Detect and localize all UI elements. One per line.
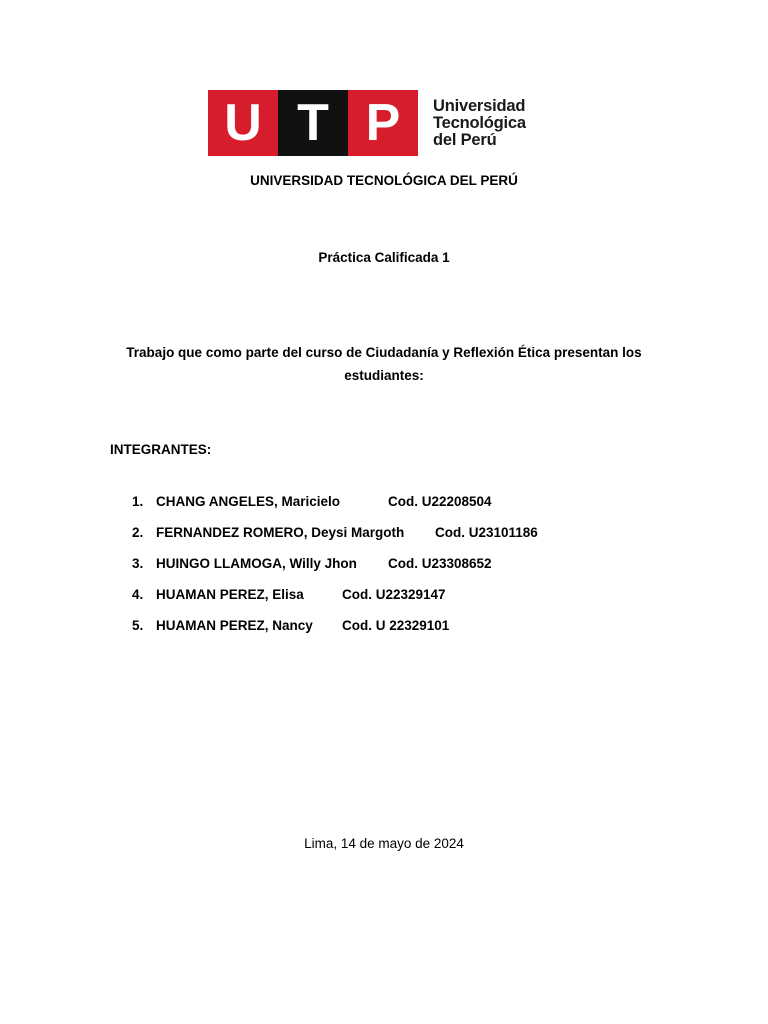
student-name: CHANG ANGELES, Maricielo bbox=[156, 494, 341, 509]
university-name: UNIVERSIDAD TECNOLÓGICA DEL PERÚ bbox=[250, 173, 518, 188]
student-name: HUAMAN PEREZ, Nancy bbox=[156, 618, 313, 633]
logo-wordmark bbox=[433, 98, 526, 149]
logo-letter-p: P bbox=[365, 94, 401, 152]
utp-logo-blocks bbox=[208, 90, 418, 156]
logo-text-line: del Perú bbox=[433, 131, 497, 149]
logo-block-p bbox=[348, 90, 418, 156]
integrantes-label: INTEGRANTES: bbox=[110, 442, 212, 457]
student-name: HUAMAN PEREZ, Elisa bbox=[156, 587, 304, 602]
item-number: 4. bbox=[132, 587, 144, 602]
logo-letter-u: U bbox=[224, 94, 262, 152]
student-code: Cod. U22208504 bbox=[388, 494, 492, 509]
student-name: HUINGO LLAMOGA, Willy Jhon bbox=[156, 556, 357, 571]
student-code: Cod. U22329147 bbox=[342, 587, 446, 602]
student-code: Cod. U23308652 bbox=[388, 556, 492, 571]
utp-logo bbox=[208, 90, 538, 156]
logo-block-u bbox=[208, 90, 278, 156]
item-number: 2. bbox=[132, 525, 144, 540]
student-code: Cod. U23101186 bbox=[435, 525, 538, 540]
logo-text-line: Universidad bbox=[433, 97, 526, 115]
student-code: Cod. U 22329101 bbox=[342, 618, 450, 633]
logo-block-t bbox=[278, 90, 348, 156]
logo-text-line: Tecnológica bbox=[433, 114, 526, 132]
assignment-title: Práctica Calificada 1 bbox=[318, 250, 450, 265]
place-date: Lima, 14 de mayo de 2024 bbox=[304, 836, 464, 851]
student-name: FERNANDEZ ROMERO, Deysi Margoth bbox=[156, 525, 405, 540]
item-number: 5. bbox=[132, 618, 144, 633]
item-number: 1. bbox=[132, 494, 144, 509]
logo-letter-t: T bbox=[297, 94, 329, 152]
item-number: 3. bbox=[132, 556, 144, 571]
description: Trabajo que como parte del curso de Ciudadanía y Reflexión Ética presentan los estudiantes: bbox=[126, 345, 642, 383]
